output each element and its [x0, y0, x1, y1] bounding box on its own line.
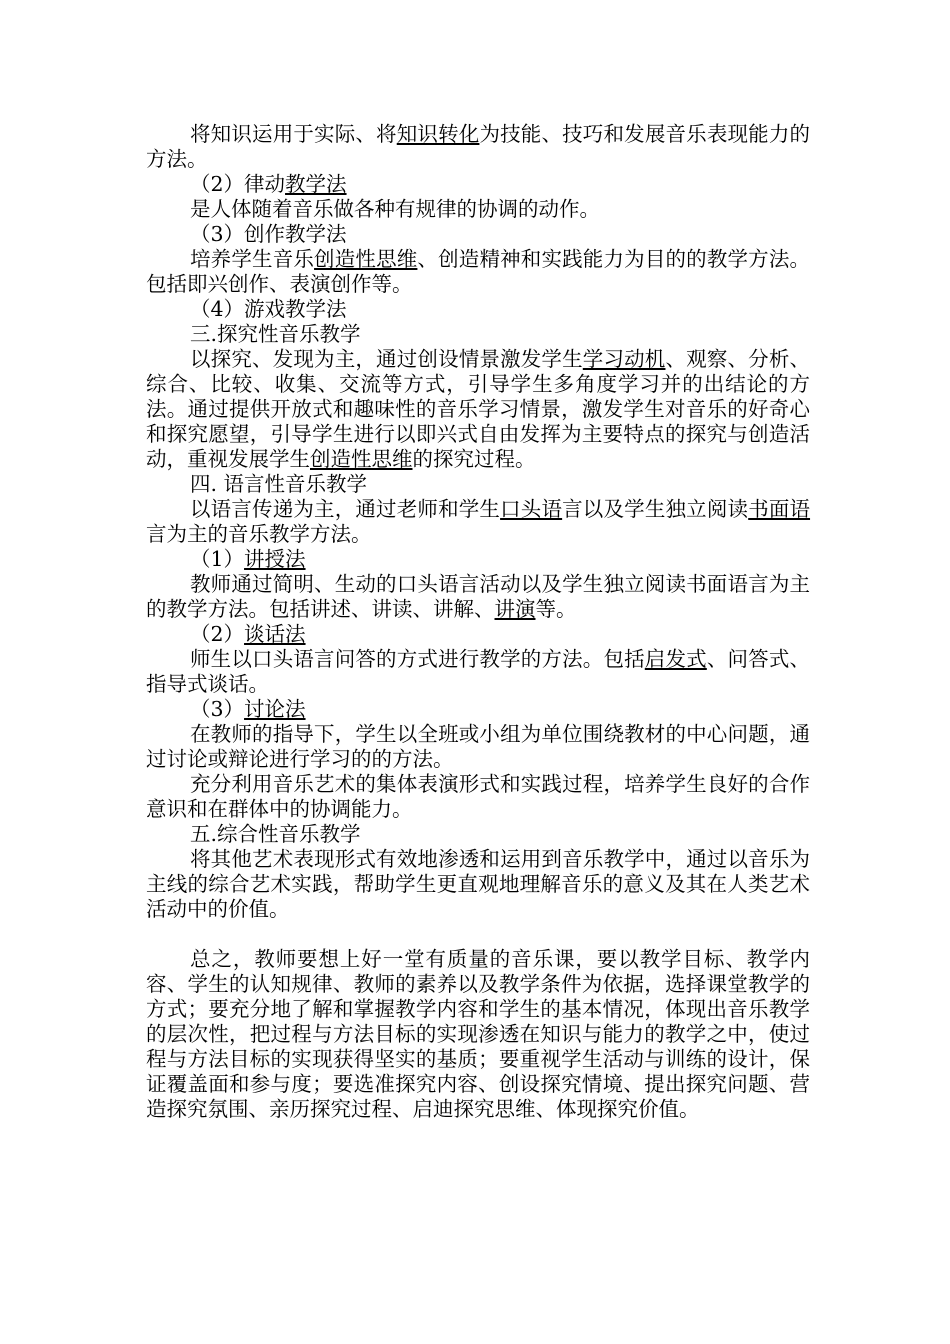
text: 言以及学生独立阅读: [562, 497, 749, 521]
text: 等。: [535, 597, 577, 621]
heading-creation-method: （3）创作教学法: [190, 222, 347, 246]
link-teaching-method[interactable]: 教学法: [285, 172, 347, 196]
paragraph-knowledge-application: [146, 122, 810, 172]
link-creative-thinking[interactable]: 创造性思维: [310, 447, 413, 471]
heading-discussion-method: [146, 697, 810, 722]
text: 言为主的音乐教学方法。: [146, 522, 372, 546]
link-talk-method[interactable]: 谈话法: [244, 622, 306, 646]
paragraph-summary: 总之，教师要想上好一堂有质量的音乐课，要以教学目标、教学内容、学生的认知规律、教师的素养以及教学条件为依据，选择课堂教学的方式；要充分地了解和掌握教学内容和学生的基本情况，体现出音乐教学的层次性，把过程与方法目标的实现渗透在知识与能力的教学之中，使过程与方法目标的实现获得坚实的基质；要重视学生活动与训练的设计，保证覆盖面和参与度；要选准探究内容、创设探究情境、提出探究问题、营造探究氛围、亲历探究过程、启迪探究思维、体现探究价值。: [146, 947, 810, 1121]
text: 以语言传递为主，通过老师和学生: [190, 497, 501, 521]
text: 以探究、发现为主，通过创设情景激发学生: [190, 347, 583, 371]
text: 教师通过简明、生动的口头语言活动以及学生独立阅读书面语言为主的教学方法。包括讲述、讲读、讲解、: [146, 572, 810, 621]
text: 、创造精神和实践能力为目的的教学方法。包括即兴创作、表演创作等。: [146, 247, 811, 296]
text: 为技能、技巧和发展音乐表现能力的方法。: [146, 122, 811, 171]
paragraph-collective: 充分利用音乐艺术的集体表演形式和实践过程，培养学生良好的合作意识和在群体中的协调能力。: [146, 772, 810, 821]
text: 、问答式、指导式谈话。: [146, 647, 811, 696]
heading-talk-method: [146, 622, 810, 647]
heading-number: （2）律动: [190, 172, 286, 196]
paragraph-integrated: 将其他艺术表现形式有效地渗透和运用到音乐教学中，通过以音乐为主线的综合艺术实践，帮助学生更直观地理解音乐的意义及其在人类艺术活动中的价值。: [146, 847, 810, 921]
link-lecture-method[interactable]: 讲授法: [244, 547, 306, 571]
link-discussion-method[interactable]: 讨论法: [244, 697, 306, 721]
link-written-language[interactable]: 书面语: [748, 497, 811, 521]
text: 培养学生音乐: [190, 247, 315, 271]
heading-number: （2）: [190, 622, 245, 646]
heading-game-method: （4）游戏教学法: [190, 297, 347, 321]
link-creative-thinking[interactable]: 创造性思维: [314, 247, 418, 271]
heading-number: （1）: [190, 547, 245, 571]
link-knowledge-transform[interactable]: 知识转化: [396, 122, 480, 146]
link-oral-language[interactable]: 口头语: [500, 497, 563, 521]
section-heading-integrated: 五.综合性音乐教学: [190, 822, 361, 846]
paragraph-creation: [146, 247, 810, 297]
heading-lecture-method: [146, 547, 810, 572]
link-learning-motivation[interactable]: 学习动机: [582, 347, 666, 371]
heading-rhythm-method: [146, 172, 810, 197]
text: 师生以口头语言问答的方式进行教学的方法。包括: [190, 647, 645, 671]
blank-line: [146, 922, 810, 947]
link-speech[interactable]: 讲演: [494, 597, 536, 621]
text: 将知识运用于实际、将: [190, 122, 397, 146]
paragraph-rhythm: 是人体随着音乐做各种有规律的协调的动作。: [190, 197, 600, 221]
paragraph-lecture: [146, 572, 810, 622]
paragraph-talk: [146, 647, 810, 697]
text: 的探究过程。: [412, 447, 536, 471]
text: 、观察、分析、综合、比较、收集、交流等方式，引导学生多角度学习并的出结论的方法。通过提供开放式和趣味性的音乐学习情景，激发学生对音乐的好奇心和探究愿望，引导学生进行以即兴式自由发挥为主要特点的探究与创造活动，重视发展学生: [146, 347, 811, 471]
section-heading-language: 四. 语言性音乐教学: [190, 472, 368, 496]
section-heading-exploratory: 三.探究性音乐教学: [190, 322, 361, 346]
paragraph-discussion: 在教师的指导下，学生以全班或小组为单位围绕教材的中心问题，通过讨论或辩论进行学习的的方法。: [146, 722, 810, 771]
heading-number: （3）: [190, 697, 245, 721]
paragraph-exploratory: [146, 347, 810, 472]
link-heuristic[interactable]: 启发式: [644, 647, 707, 671]
document-page: [146, 122, 810, 1122]
paragraph-language: [146, 497, 810, 547]
